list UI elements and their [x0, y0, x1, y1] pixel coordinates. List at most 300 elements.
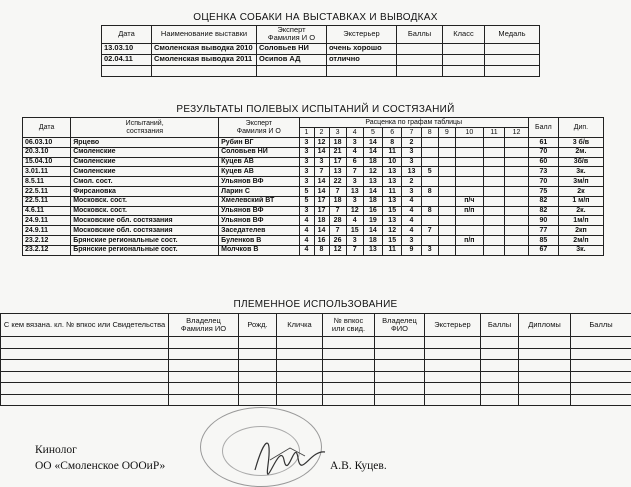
table-cell [483, 235, 504, 245]
table-cell [505, 177, 529, 187]
table-cell: Смоленские [71, 157, 219, 167]
table-row [102, 43, 540, 54]
field-score-column-header: 3 [329, 128, 346, 138]
table-cell: 4 [402, 216, 421, 226]
table-cell [505, 196, 529, 206]
table-cell: Рубин ВГ [219, 138, 299, 148]
table-cell [421, 138, 438, 148]
table-row [23, 226, 604, 236]
table-cell [277, 337, 323, 349]
show-header-cell: Класс [443, 26, 485, 44]
table-cell: 17 [314, 196, 329, 206]
table-cell: Молчков В [219, 245, 299, 255]
field-score-column-header: 5 [363, 128, 382, 138]
table-cell: отлично [327, 54, 397, 65]
table-cell [519, 383, 571, 395]
table-cell: 4 [402, 196, 421, 206]
table-cell [438, 157, 455, 167]
table-cell [455, 167, 483, 177]
table-cell: 4 [346, 216, 363, 226]
table-cell: 11 [383, 245, 402, 255]
table-cell: Ульянов ВФ [219, 206, 299, 216]
table-cell: 15 [346, 226, 363, 236]
table-cell [1, 371, 169, 383]
breeding-header-cell: Владелец ФИО [375, 314, 425, 337]
table-cell: 2м/п [558, 235, 603, 245]
show-header-cell: Медаль [485, 26, 540, 44]
table-cell [397, 43, 443, 54]
table-cell: 15 [383, 235, 402, 245]
table-cell [323, 394, 375, 406]
breeding-header-cell: Рожд. [239, 314, 277, 337]
table-cell [505, 147, 529, 157]
table-cell [169, 394, 239, 406]
table-cell: 7 [346, 167, 363, 177]
field-score-column-header: 6 [383, 128, 402, 138]
table-cell [438, 206, 455, 216]
table-cell: 06.03.10 [23, 138, 71, 148]
table-cell: 3 [402, 157, 421, 167]
table-cell: 18 [363, 196, 382, 206]
table-row [23, 206, 604, 216]
table-cell: 13 [383, 196, 402, 206]
table-cell [519, 337, 571, 349]
table-cell: 9 [402, 245, 421, 255]
table-cell: 13 [346, 186, 363, 196]
table-cell: 7 [329, 206, 346, 216]
table-cell [455, 147, 483, 157]
breeding-header-cell: Баллы [481, 314, 519, 337]
field-header-trial: Испытаний, состязания [71, 118, 219, 138]
table-cell: 24.9.11 [23, 226, 71, 236]
table-cell: 3м/п [558, 177, 603, 187]
table-cell [323, 337, 375, 349]
table-cell [443, 43, 485, 54]
table-cell [239, 394, 277, 406]
field-score-column-header: 10 [455, 128, 483, 138]
field-score-column-header: 7 [402, 128, 421, 138]
table-cell [483, 206, 504, 216]
table-cell: 2 [402, 177, 421, 187]
table-cell: п/ч [455, 196, 483, 206]
table-cell [505, 167, 529, 177]
table-cell: 8.5.11 [23, 177, 71, 187]
table-cell [102, 65, 152, 76]
table-cell: 67 [528, 245, 558, 255]
table-cell [485, 65, 540, 76]
table-cell [323, 348, 375, 360]
table-cell [169, 371, 239, 383]
table-cell [481, 360, 519, 372]
table-row [23, 177, 604, 187]
table-cell: 18 [314, 216, 329, 226]
table-cell [323, 383, 375, 395]
table-cell [169, 337, 239, 349]
table-cell: 12 [314, 138, 329, 148]
table-cell: Заседателев [219, 226, 299, 236]
table-cell [152, 65, 257, 76]
field-score-column-header: 1 [299, 128, 314, 138]
table-cell: 3 [299, 157, 314, 167]
table-cell: 77 [528, 226, 558, 236]
table-cell: 02.04.11 [102, 54, 152, 65]
table-cell: 8 [421, 186, 438, 196]
table-cell: 11 [383, 147, 402, 157]
table-cell [239, 337, 277, 349]
breeding-header-cell: Баллы [571, 314, 631, 337]
table-cell: Смол. сост. [71, 177, 219, 187]
table-cell: 18 [329, 196, 346, 206]
table-cell [1, 360, 169, 372]
table-cell [1, 383, 169, 395]
breeding-section-title: ПЛЕМЕННОЕ ИСПОЛЬЗОВАНИЕ [0, 299, 631, 310]
table-cell: 7 [346, 245, 363, 255]
table-cell: Московск. сост. [71, 206, 219, 216]
table-cell: 13 [363, 245, 382, 255]
table-cell [571, 383, 631, 395]
table-cell: 22.5.11 [23, 196, 71, 206]
table-cell: Ульянов ВФ [219, 177, 299, 187]
table-cell: 2кп [558, 226, 603, 236]
table-cell: 28 [329, 216, 346, 226]
table-cell: Московские обл. состязания [71, 226, 219, 236]
signature-role: Кинолог [35, 443, 77, 458]
breeding-header-cell: Кличка [277, 314, 323, 337]
table-cell: 3к. [558, 245, 603, 255]
table-cell: Смоленская выводка 2011 [152, 54, 257, 65]
table-cell [485, 43, 540, 54]
field-score-column-header: 4 [346, 128, 363, 138]
table-cell: 13 [363, 177, 382, 187]
table-cell [571, 348, 631, 360]
table-cell [455, 138, 483, 148]
table-cell: 61 [528, 138, 558, 148]
field-score-column-header: 8 [421, 128, 438, 138]
table-cell: п/п [455, 235, 483, 245]
show-section-title: ОЦЕНКА СОБАКИ НА ВЫСТАВКАХ И ВЫВОДКАХ [0, 12, 631, 23]
table-cell: 7 [329, 226, 346, 236]
table-cell: 2м. [558, 147, 603, 157]
table-cell [421, 216, 438, 226]
table-cell [455, 157, 483, 167]
table-cell: 75 [528, 186, 558, 196]
table-cell: 17 [314, 206, 329, 216]
table-row [23, 235, 604, 245]
table-cell: 13.03.10 [102, 43, 152, 54]
table-row [23, 245, 604, 255]
table-cell: 14 [363, 186, 382, 196]
signature-scribble [250, 430, 330, 480]
breeding-header-cell: Дипломы [519, 314, 571, 337]
breeding-header-cell: С кем вязана. кл. № впкос или Свидетельства [1, 314, 169, 337]
table-cell: 14 [314, 147, 329, 157]
table-cell: 70 [528, 177, 558, 187]
field-header-date: Дата [23, 118, 71, 138]
table-cell [481, 383, 519, 395]
table-cell [483, 147, 504, 157]
table-cell: очень хорошо [327, 43, 397, 54]
table-cell [397, 54, 443, 65]
table-cell: 73 [528, 167, 558, 177]
table-row [23, 167, 604, 177]
table-row [23, 196, 604, 206]
table-cell: 8 [383, 138, 402, 148]
table-cell: 13 [383, 167, 402, 177]
table-row [102, 65, 540, 76]
breeding-header-cell: № впкос или свид. [323, 314, 375, 337]
table-cell [483, 177, 504, 187]
table-cell: 3 [346, 177, 363, 187]
table-cell: Куцев АВ [219, 157, 299, 167]
table-cell [455, 177, 483, 187]
table-cell: 24.9.11 [23, 216, 71, 226]
table-cell: 15.04.10 [23, 157, 71, 167]
table-cell [375, 394, 425, 406]
table-cell: 23.2.12 [23, 245, 71, 255]
table-cell [421, 235, 438, 245]
table-cell [505, 186, 529, 196]
table-cell: 2 [402, 138, 421, 148]
show-header-cell: Экстерьер [327, 26, 397, 44]
table-cell: 3 [299, 147, 314, 157]
table-cell: 3к. [558, 167, 603, 177]
show-header-cell: Баллы [397, 26, 443, 44]
table-cell: Буленков В [219, 235, 299, 245]
table-cell: 3 [314, 157, 329, 167]
table-cell: 4 [299, 226, 314, 236]
table-cell: 3 [299, 138, 314, 148]
breeding-header-cell: Владелец Фамилия ИО [169, 314, 239, 337]
table-cell [519, 371, 571, 383]
table-cell [571, 360, 631, 372]
table-cell [1, 348, 169, 360]
table-cell [483, 167, 504, 177]
table-cell [277, 360, 323, 372]
table-cell: 20.3.10 [23, 147, 71, 157]
table-cell: 14 [314, 186, 329, 196]
table-cell [443, 65, 485, 76]
table-cell: 19 [363, 216, 382, 226]
table-cell: 5 [299, 196, 314, 206]
table-cell: 7 [329, 186, 346, 196]
table-row [1, 394, 631, 406]
table-cell: 21 [329, 147, 346, 157]
table-cell [239, 360, 277, 372]
table-cell [505, 245, 529, 255]
table-cell [455, 226, 483, 236]
table-cell [425, 383, 481, 395]
table-cell [483, 186, 504, 196]
table-cell [1, 394, 169, 406]
table-cell: 12 [346, 206, 363, 216]
table-cell [421, 196, 438, 206]
table-cell: 14 [314, 177, 329, 187]
table-cell: Смоленская выводка 2010 [152, 43, 257, 54]
table-row [102, 54, 540, 65]
table-cell [323, 371, 375, 383]
table-cell: 4 [299, 216, 314, 226]
table-cell: 13 [402, 167, 421, 177]
table-cell [438, 177, 455, 187]
table-cell [375, 383, 425, 395]
table-row [23, 138, 604, 148]
show-header-cell: Дата [102, 26, 152, 44]
table-cell: 23.2.12 [23, 235, 71, 245]
table-cell: 3 [346, 235, 363, 245]
table-cell: 11 [383, 186, 402, 196]
table-cell [455, 186, 483, 196]
table-cell [519, 360, 571, 372]
table-cell: 3 [299, 167, 314, 177]
table-cell: 26 [329, 235, 346, 245]
field-score-column-header: 9 [438, 128, 455, 138]
table-cell: 13 [329, 167, 346, 177]
table-cell [169, 348, 239, 360]
breeding-header-cell: Экстерьер [425, 314, 481, 337]
table-cell [421, 147, 438, 157]
field-header-scores: Расценка по графам таблицы [299, 118, 528, 128]
table-cell: 14 [363, 226, 382, 236]
show-table [101, 25, 540, 77]
table-row [23, 147, 604, 157]
table-cell: 4 [402, 226, 421, 236]
table-cell: 7 [421, 226, 438, 236]
table-cell: 4 [299, 245, 314, 255]
table-cell [505, 157, 529, 167]
table-cell: 5 [299, 186, 314, 196]
table-cell [425, 337, 481, 349]
table-row [23, 216, 604, 226]
table-cell [483, 138, 504, 148]
table-cell [375, 360, 425, 372]
table-cell [483, 196, 504, 206]
table-cell: 12 [383, 226, 402, 236]
table-cell: 3.01.11 [23, 167, 71, 177]
table-cell [421, 177, 438, 187]
table-cell [481, 337, 519, 349]
field-score-column-header: 2 [314, 128, 329, 138]
table-cell [277, 394, 323, 406]
table-cell [438, 186, 455, 196]
table-cell [443, 54, 485, 65]
table-cell [375, 348, 425, 360]
table-cell: 14 [363, 138, 382, 148]
field-score-column-header: 12 [505, 128, 529, 138]
table-cell [257, 65, 327, 76]
table-row [23, 186, 604, 196]
table-cell [438, 167, 455, 177]
table-cell [481, 371, 519, 383]
table-row [1, 383, 631, 395]
table-cell [375, 337, 425, 349]
table-cell: 16 [363, 206, 382, 216]
table-cell: Ярцево [71, 138, 219, 148]
table-cell: 82 [528, 196, 558, 206]
table-cell [327, 65, 397, 76]
table-cell: Московск. сост. [71, 196, 219, 206]
table-cell [485, 54, 540, 65]
table-cell [239, 371, 277, 383]
breeding-table [0, 313, 631, 406]
table-cell [277, 383, 323, 395]
table-cell: 6 [346, 157, 363, 167]
table-cell [455, 216, 483, 226]
show-header-cell: Наименование выставки [152, 26, 257, 44]
table-cell: 90 [528, 216, 558, 226]
table-cell: 8 [421, 206, 438, 216]
table-row [1, 348, 631, 360]
table-cell: 8 [314, 245, 329, 255]
table-cell: 15 [383, 206, 402, 216]
table-cell: 10 [383, 157, 402, 167]
table-cell [483, 226, 504, 236]
table-cell: 13 [383, 216, 402, 226]
table-cell [505, 235, 529, 245]
table-cell: 14 [363, 147, 382, 157]
table-cell: 22 [329, 177, 346, 187]
field-trials-table [22, 117, 604, 256]
table-cell: 60 [528, 157, 558, 167]
table-cell: Смоленские [71, 167, 219, 177]
table-cell: 85 [528, 235, 558, 245]
table-cell: 17 [329, 157, 346, 167]
table-cell [421, 157, 438, 167]
table-cell [239, 348, 277, 360]
table-cell: Соловьев НИ [219, 147, 299, 157]
table-cell: 3 б/в [558, 138, 603, 148]
table-cell: 2к. [558, 206, 603, 216]
table-cell [483, 245, 504, 255]
table-cell: 1м/п [558, 216, 603, 226]
table-cell: Брянские региональные сост. [71, 235, 219, 245]
table-cell [239, 383, 277, 395]
table-cell [438, 147, 455, 157]
table-cell [519, 348, 571, 360]
table-cell: Ларин С [219, 186, 299, 196]
table-cell: 3 [299, 206, 314, 216]
table-cell: 3 [402, 235, 421, 245]
table-cell: 16 [314, 235, 329, 245]
table-cell: 82 [528, 206, 558, 216]
table-cell: 12 [363, 167, 382, 177]
table-cell [277, 348, 323, 360]
table-cell: 14 [314, 226, 329, 236]
table-cell: Смоленские [71, 147, 219, 157]
table-cell: 4 [299, 235, 314, 245]
table-cell [438, 216, 455, 226]
table-cell [483, 157, 504, 167]
table-cell [455, 245, 483, 255]
signature-organization: ОО «Смоленское ОООиР» [35, 459, 165, 474]
table-cell: 18 [363, 157, 382, 167]
field-header-diploma: Дип. [558, 118, 603, 138]
table-cell: 3 [299, 177, 314, 187]
table-cell: 4 [402, 206, 421, 216]
table-cell [505, 138, 529, 148]
table-cell [483, 216, 504, 226]
table-cell: 18 [363, 235, 382, 245]
table-row [1, 337, 631, 349]
table-cell: Фирсановка [71, 186, 219, 196]
table-cell: 7 [314, 167, 329, 177]
table-cell: 1 м/п [558, 196, 603, 206]
show-header-cell: Эксперт Фамилия И О [257, 26, 327, 44]
table-row [1, 371, 631, 383]
table-cell [277, 371, 323, 383]
table-cell [571, 337, 631, 349]
table-cell [571, 371, 631, 383]
table-cell: 70 [528, 147, 558, 157]
